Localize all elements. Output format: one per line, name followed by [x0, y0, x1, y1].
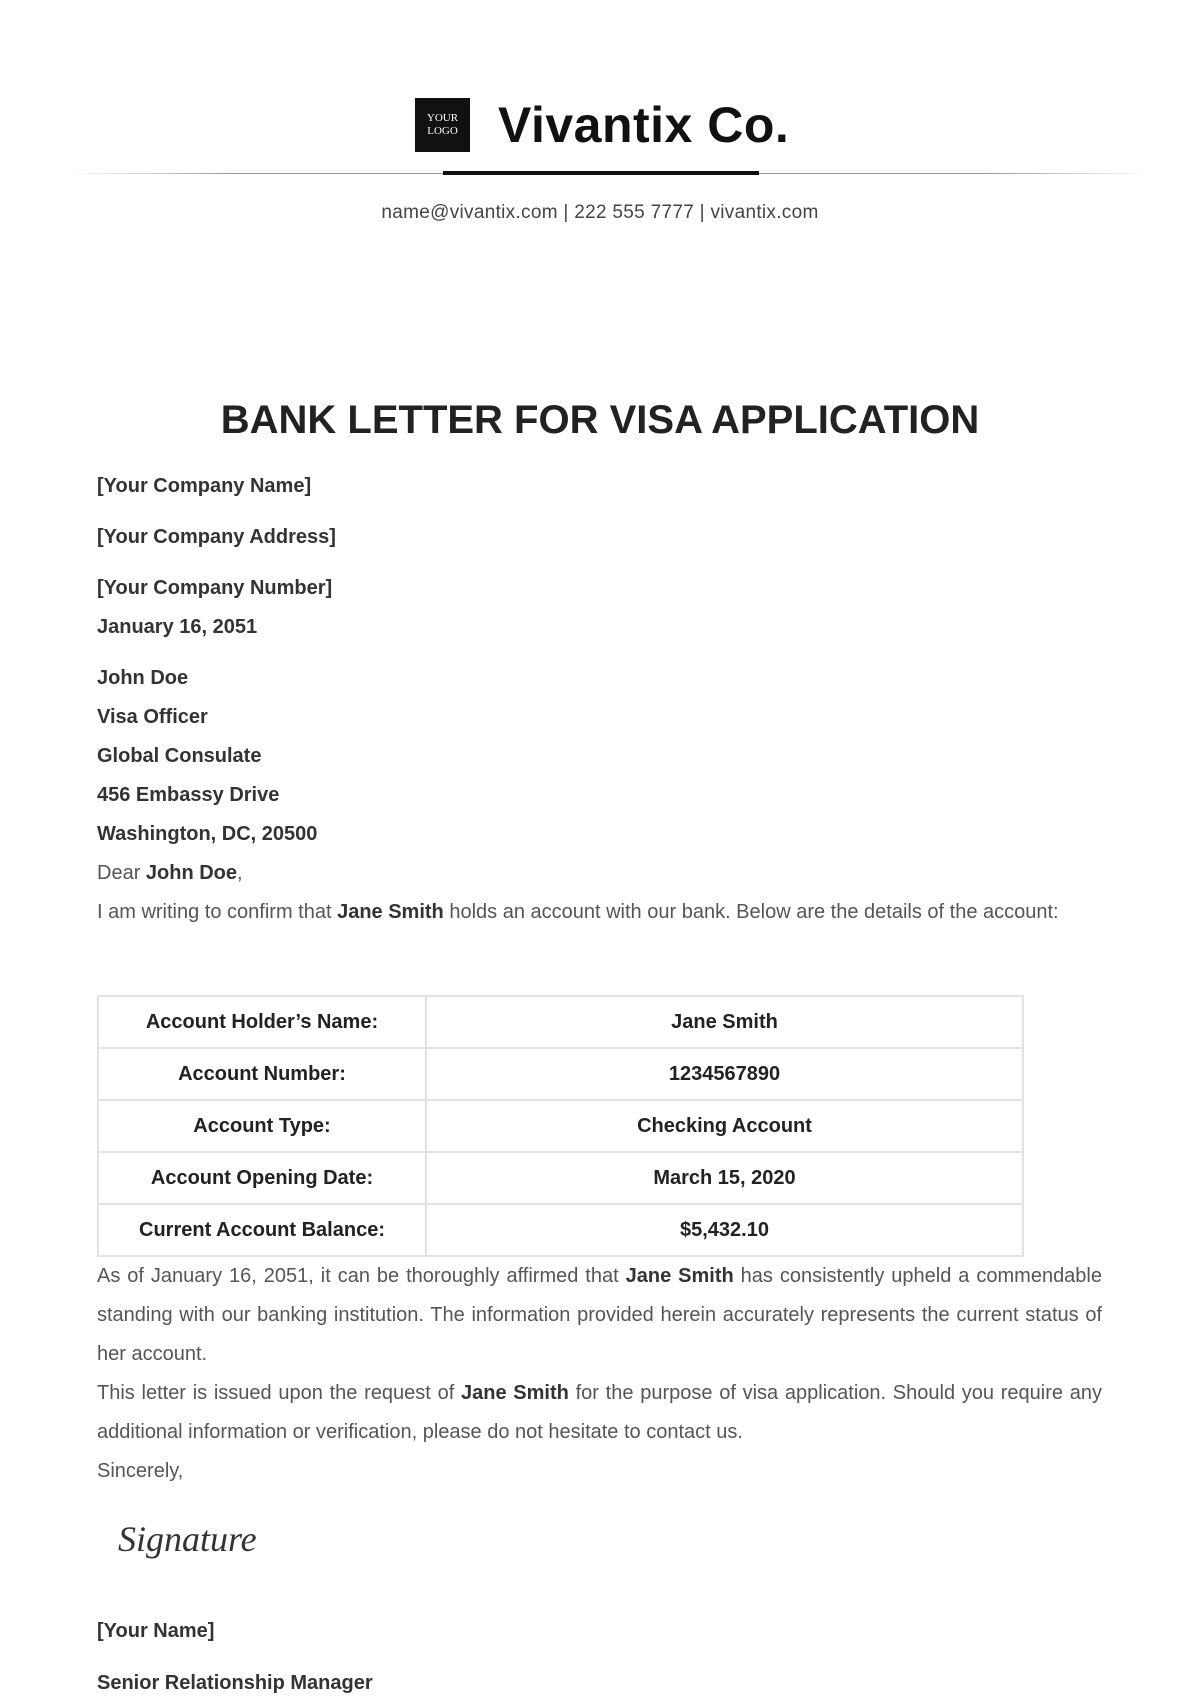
intro-paragraph	[97, 893, 1102, 932]
affirmation-paragraph	[97, 1257, 1102, 1374]
sender-company-number: [Your Company Number]	[97, 577, 333, 599]
salutation-suffix: ,	[237, 862, 243, 884]
recipient-street: 456 Embassy Drive	[97, 784, 280, 806]
text: This letter is issued upon the request of	[97, 1382, 461, 1404]
field-label: Account Type:	[98, 1100, 426, 1152]
signer-title: Senior Relationship Manager	[97, 1672, 373, 1694]
signer-name: [Your Name]	[97, 1620, 215, 1642]
text: for the purpose of visa application. Should you require any additional information or verification, please do not hesitate to contact us.	[97, 1382, 1103, 1443]
text: As of January 16, 2051, it can be thoroughly affirmed that	[97, 1265, 626, 1287]
letter-date: January 16, 2051	[97, 616, 258, 638]
field-value: March 15, 2020	[426, 1152, 1023, 1204]
company-name: Vivantix Co.	[498, 97, 790, 153]
divider-accent	[443, 171, 759, 175]
field-label: Account Opening Date:	[98, 1152, 426, 1204]
closing: Sincerely,	[97, 1460, 184, 1482]
sender-company-name: [Your Company Name]	[97, 475, 312, 497]
table-row	[98, 1048, 1023, 1100]
contact-info: name@vivantix.com | 222 555 7777 | vivantix.com	[381, 202, 819, 223]
table-row	[98, 1152, 1023, 1204]
field-label: Current Account Balance:	[98, 1204, 426, 1256]
logo-text: LOGO	[427, 125, 458, 137]
recipient-name: John Doe	[97, 667, 189, 689]
signature: Signature	[118, 1519, 257, 1559]
account-holder-name: Jane Smith	[625, 1265, 734, 1287]
table-row	[98, 1204, 1023, 1256]
field-value: 1234567890	[426, 1048, 1023, 1100]
text: holds an account with our bank. Below are the details of the account:	[443, 901, 1059, 923]
table-row	[98, 1100, 1023, 1152]
request-paragraph	[97, 1374, 1102, 1452]
logo-text: YOUR	[426, 112, 459, 124]
field-label: Account Holder’s Name:	[98, 996, 426, 1048]
table-row	[98, 996, 1023, 1048]
text: has consistently upheld a commendable standing with our banking institution. The information provided herein accurately represents the current status of her account.	[97, 1265, 1102, 1365]
account-holder-name: Jane Smith	[461, 1382, 569, 1404]
account-holder-name: Jane Smith	[337, 901, 444, 923]
recipient-title: Visa Officer	[97, 706, 208, 728]
salutation-prefix: Dear	[97, 862, 146, 884]
field-value: $5,432.10	[426, 1204, 1023, 1256]
text: I am writing to confirm that	[97, 901, 338, 923]
logo	[415, 98, 470, 152]
account-details-table	[97, 995, 1024, 1257]
field-value: Checking Account	[426, 1100, 1023, 1152]
salutation-name: John Doe	[145, 862, 238, 884]
recipient-org: Global Consulate	[97, 745, 262, 767]
salutation	[97, 854, 1102, 893]
sender-company-address: [Your Company Address]	[97, 526, 336, 548]
field-label: Account Number:	[98, 1048, 426, 1100]
recipient-city: Washington, DC, 20500	[97, 823, 318, 845]
page-title: BANK LETTER FOR VISA APPLICATION	[220, 398, 980, 442]
field-value: Jane Smith	[426, 996, 1023, 1048]
